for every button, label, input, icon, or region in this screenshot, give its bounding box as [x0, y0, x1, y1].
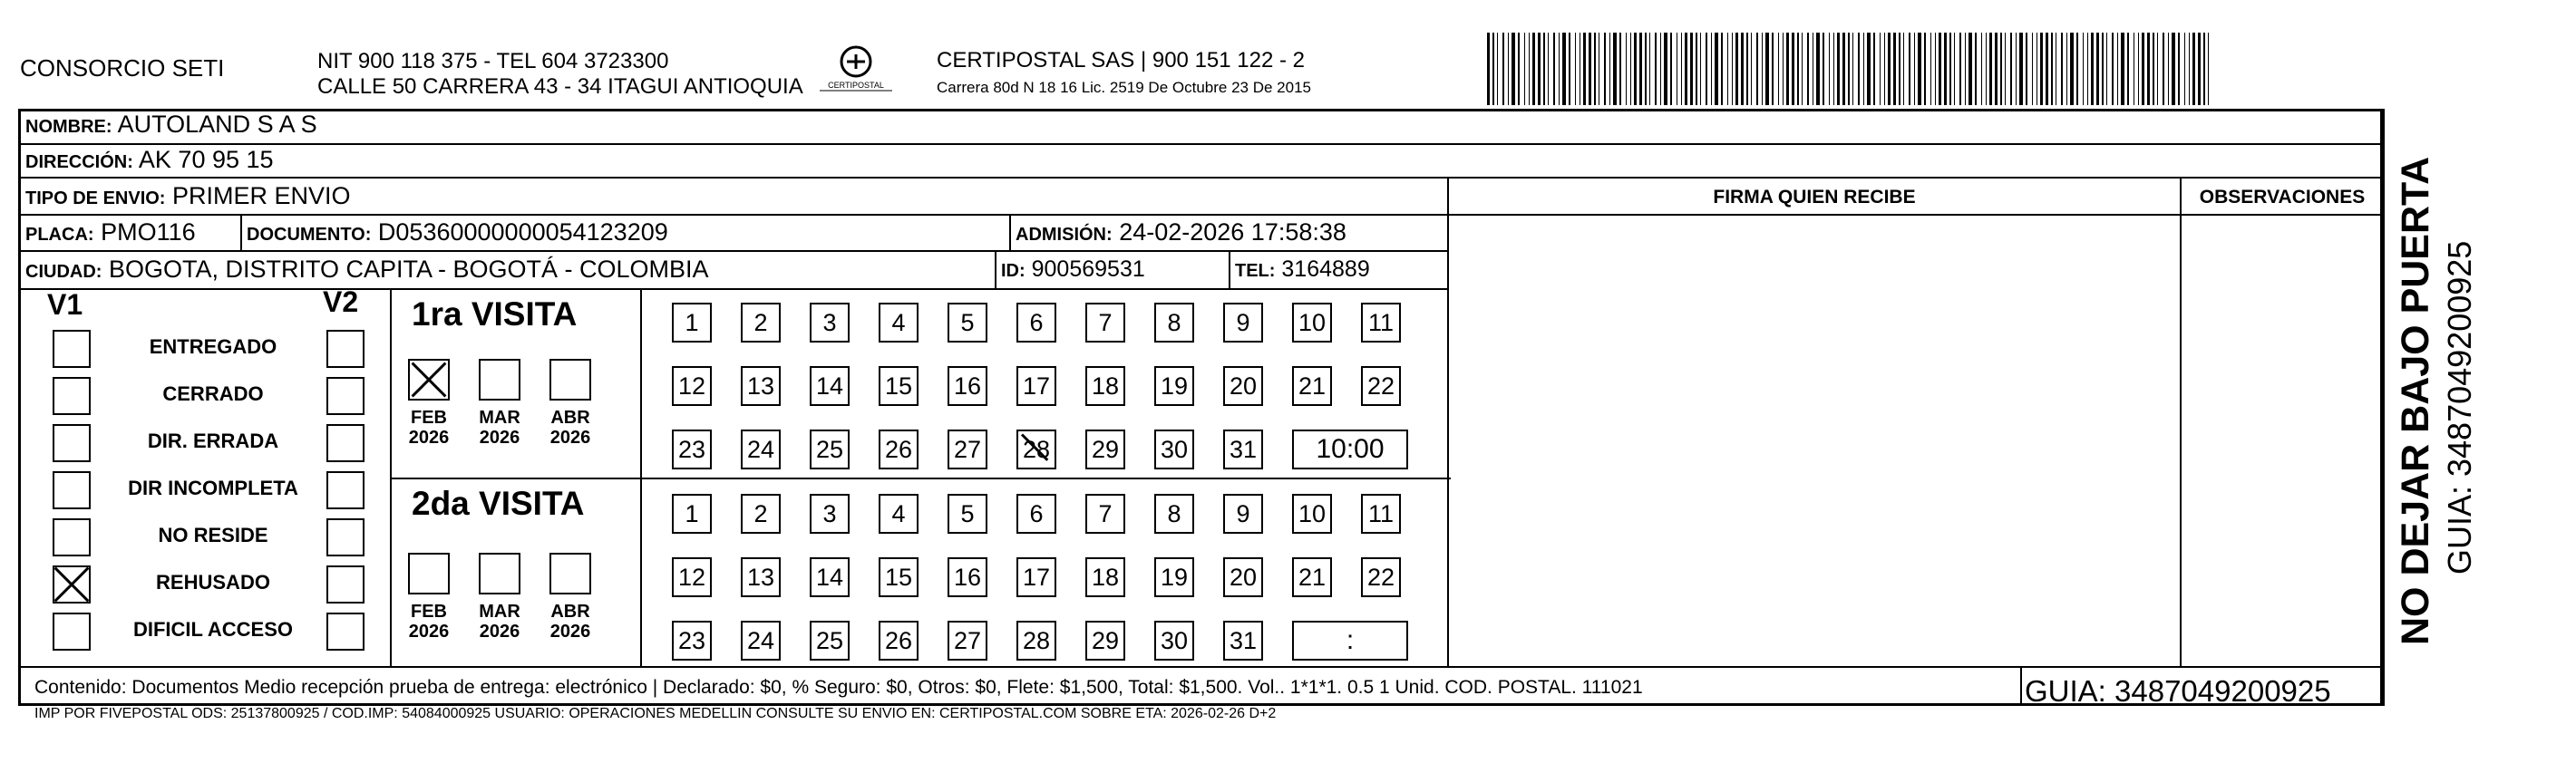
day-box[interactable]: 11 — [1361, 303, 1401, 343]
day-box[interactable]: 5 — [948, 494, 987, 534]
day-box[interactable]: 27 — [948, 430, 987, 469]
day-box[interactable]: 16 — [948, 366, 987, 406]
v1-checkbox[interactable] — [53, 424, 91, 462]
day-box[interactable]: 20 — [1223, 366, 1263, 406]
status-label: DIR. ERRADA — [147, 430, 279, 452]
month-checkbox[interactable] — [408, 359, 450, 401]
observations-area[interactable] — [2183, 216, 2381, 664]
day-box[interactable]: 8 — [1154, 494, 1194, 534]
day-box[interactable]: 31 — [1223, 430, 1263, 469]
month-name: ABR — [550, 602, 590, 622]
v1-checkbox[interactable] — [53, 330, 91, 368]
day-box[interactable]: 2 — [741, 303, 781, 343]
month-year: 2026 — [408, 622, 450, 642]
v2-checkbox[interactable] — [326, 613, 365, 651]
month-label — [541, 408, 599, 448]
month-name: FEB — [411, 602, 447, 622]
day-box[interactable]: 3 — [810, 494, 850, 534]
v2-header: V2 — [323, 285, 359, 318]
day-box[interactable]: 11 — [1361, 494, 1401, 534]
admision-value: 24-02-2026 17:58:38 — [1119, 218, 1346, 246]
day-box[interactable]: 19 — [1154, 557, 1194, 597]
id-row — [1001, 255, 1145, 285]
day-box[interactable]: 17 — [1016, 557, 1056, 597]
day-box[interactable]: 13 — [741, 557, 781, 597]
nit-line: NIT 900 118 375 - TEL 604 3723300 — [317, 49, 669, 73]
day-box[interactable]: 10 — [1292, 494, 1332, 534]
day-box[interactable]: 6 — [1016, 494, 1056, 534]
day-box[interactable]: 23 — [672, 430, 712, 469]
month-name: MAR — [479, 602, 520, 622]
month-checkbox[interactable] — [408, 553, 450, 594]
day-box[interactable]: 12 — [672, 366, 712, 406]
day-box[interactable]: 28 — [1016, 430, 1056, 469]
visit1-title: 1ra VISITA — [412, 295, 578, 333]
signature-area[interactable] — [1451, 216, 2178, 664]
direccion-value: AK 70 95 15 — [138, 146, 274, 173]
ciudad-value: BOGOTA, DISTRITO CAPITA - BOGOTÁ - COLOMBIA — [108, 256, 709, 283]
day-box[interactable]: 4 — [879, 303, 919, 343]
day-box[interactable]: 14 — [810, 366, 850, 406]
day-box[interactable]: 16 — [948, 557, 987, 597]
day-box[interactable]: 2 — [741, 494, 781, 534]
barcode — [1487, 33, 2212, 105]
ciudad-label: CIUDAD: — [25, 262, 102, 282]
day-box[interactable]: 15 — [879, 366, 919, 406]
nombre-label: NOMBRE: — [25, 117, 112, 137]
status-label: DIFICIL ACCESO — [132, 618, 293, 641]
documento-label: DOCUMENTO: — [247, 225, 372, 245]
guia-number: GUIA: 3487049200925 — [2025, 674, 2331, 708]
logo-text: CERTIPOSTAL — [828, 81, 884, 90]
day-box[interactable]: 7 — [1085, 494, 1125, 534]
day-box[interactable]: 5 — [948, 303, 987, 343]
month-name: FEB — [411, 408, 447, 428]
license-line: Carrera 80d N 18 16 Lic. 2519 De Octubre 23 De 2015 — [937, 79, 1311, 96]
id-label: ID: — [1001, 261, 1026, 281]
day-box[interactable]: 13 — [741, 366, 781, 406]
day-box[interactable]: 25 — [810, 621, 850, 661]
day-box[interactable]: 18 — [1085, 366, 1125, 406]
v1-checkbox[interactable] — [53, 377, 91, 415]
time-box[interactable]: 10:00 — [1292, 430, 1408, 469]
day-box[interactable]: 3 — [810, 303, 850, 343]
company-contact — [317, 49, 803, 100]
day-box[interactable]: 20 — [1223, 557, 1263, 597]
month-year: 2026 — [479, 428, 520, 448]
month-checkbox[interactable] — [479, 553, 520, 594]
day-box[interactable]: 21 — [1292, 366, 1332, 406]
month-year: 2026 — [408, 428, 450, 448]
v1-checkbox[interactable] — [53, 613, 91, 651]
cert-line: CERTIPOSTAL SAS | 900 151 122 - 2 — [937, 48, 1305, 72]
certipostal-info — [937, 47, 1311, 101]
day-box[interactable]: 29 — [1085, 621, 1125, 661]
time-box[interactable]: : — [1292, 621, 1408, 661]
placa-value: PMO116 — [101, 218, 196, 246]
day-box[interactable]: 30 — [1154, 430, 1194, 469]
admision-label: ADMISIÓN: — [1016, 225, 1113, 245]
documento-value: D05360000000054123209 — [377, 218, 668, 246]
day-box[interactable]: 30 — [1154, 621, 1194, 661]
v1-checkbox[interactable] — [53, 471, 91, 509]
day-box[interactable]: 17 — [1016, 366, 1056, 406]
day-box[interactable]: 23 — [672, 621, 712, 661]
tipo-label: TIPO DE ENVIO: — [25, 188, 166, 208]
tel-value: 3164889 — [1281, 256, 1370, 282]
day-box[interactable]: 6 — [1016, 303, 1056, 343]
day-box[interactable]: 26 — [879, 430, 919, 469]
direccion-row — [25, 145, 274, 177]
tipo-value: PRIMER ENVIO — [171, 182, 351, 209]
day-box[interactable]: 8 — [1154, 303, 1194, 343]
observaciones-header: OBSERVACIONES — [2199, 187, 2366, 208]
day-box[interactable]: 14 — [810, 557, 850, 597]
month-checkbox[interactable] — [479, 359, 520, 401]
day-box[interactable]: 24 — [741, 430, 781, 469]
month-name: MAR — [479, 408, 520, 428]
firma-header: FIRMA QUIEN RECIBE — [1713, 187, 1916, 208]
placa-label: PLACA: — [25, 225, 94, 245]
v2-checkbox[interactable] — [326, 424, 365, 462]
visit2-title: 2da VISITA — [412, 485, 585, 522]
placa-row — [25, 217, 196, 249]
print-details: IMP POR FIVEPOSTAL ODS: 25137800925 / COD.IMP: 54084000925 USUARIO: OPERACIONES MEDELLIN CONSULTE SU ENVIO EN: CERTIPOSTAL.COM SOBRE ETA: 2026-02-26 D+2 — [34, 706, 1277, 721]
v1-checkbox[interactable] — [53, 518, 91, 556]
status-label: REHUSADO — [156, 571, 270, 594]
v2-checkbox[interactable] — [326, 330, 365, 368]
ciudad-row — [25, 255, 709, 286]
month-label — [400, 602, 458, 642]
tel-label: TEL: — [1235, 261, 1276, 281]
status-label: NO RESIDE — [158, 524, 268, 546]
day-box[interactable]: 10 — [1292, 303, 1332, 343]
status-label: DIR INCOMPLETA — [128, 477, 298, 499]
v2-checkbox[interactable] — [326, 565, 365, 604]
day-box[interactable]: 28 — [1016, 621, 1056, 661]
address-line: CALLE 50 CARRERA 43 - 34 ITAGUI ANTIOQUIA — [317, 74, 803, 99]
day-box[interactable]: 22 — [1361, 557, 1401, 597]
month-label — [541, 602, 599, 642]
v2-checkbox[interactable] — [326, 377, 365, 415]
v2-checkbox[interactable] — [326, 518, 365, 556]
day-box[interactable]: 9 — [1223, 303, 1263, 343]
day-box[interactable]: 1 — [672, 303, 712, 343]
tipo-row — [25, 181, 351, 213]
month-year: 2026 — [479, 622, 520, 642]
month-checkbox[interactable] — [549, 359, 591, 401]
month-year: 2026 — [549, 622, 591, 642]
day-box[interactable]: 9 — [1223, 494, 1263, 534]
certipostal-logo — [816, 43, 896, 103]
day-box[interactable]: 18 — [1085, 557, 1125, 597]
status-label: ENTREGADO — [149, 335, 277, 358]
documento-row — [247, 217, 668, 249]
month-label — [471, 408, 529, 448]
v2-checkbox[interactable] — [326, 471, 365, 509]
side-guia: GUIA: 3487049200925 — [2441, 240, 2478, 575]
day-box[interactable]: 15 — [879, 557, 919, 597]
id-value: 900569531 — [1031, 256, 1145, 282]
day-box[interactable]: 1 — [672, 494, 712, 534]
day-box[interactable]: 25 — [810, 430, 850, 469]
day-box[interactable]: 21 — [1292, 557, 1332, 597]
direccion-label: DIRECCIÓN: — [25, 152, 133, 172]
day-box[interactable]: 27 — [948, 621, 987, 661]
month-label — [471, 602, 529, 642]
day-box[interactable]: 29 — [1085, 430, 1125, 469]
day-box[interactable]: 7 — [1085, 303, 1125, 343]
v1-header: V1 — [47, 288, 83, 321]
nombre-row — [25, 110, 317, 141]
status-label: CERRADO — [162, 382, 264, 405]
day-box[interactable]: 12 — [672, 557, 712, 597]
day-box[interactable]: 4 — [879, 494, 919, 534]
content-details: Contenido: Documentos Medio recepción prueba de entrega: electrónico | Declarado: $0, % Seguro: $0, Otros: $0, Flete: $1,500, Total: $1,500. Vol.. 1*1*1. 0.5 1 Unid. COD. POSTAL. 111021 — [34, 677, 1643, 698]
day-box[interactable]: 31 — [1223, 621, 1263, 661]
month-name: ABR — [550, 408, 590, 428]
month-year: 2026 — [549, 428, 591, 448]
day-box[interactable]: 26 — [879, 621, 919, 661]
nombre-value: AUTOLAND S A S — [117, 111, 317, 138]
admision-row — [1016, 217, 1346, 249]
day-box[interactable]: 24 — [741, 621, 781, 661]
company-name: CONSORCIO SETI — [20, 54, 225, 82]
day-box[interactable]: 22 — [1361, 366, 1401, 406]
v1-checkbox[interactable] — [53, 565, 91, 604]
day-box[interactable]: 19 — [1154, 366, 1194, 406]
month-label — [400, 408, 458, 448]
tel-row — [1235, 255, 1370, 285]
month-checkbox[interactable] — [549, 553, 591, 594]
no-dejar-note: NO DEJAR BAJO PUERTA — [2394, 156, 2437, 645]
